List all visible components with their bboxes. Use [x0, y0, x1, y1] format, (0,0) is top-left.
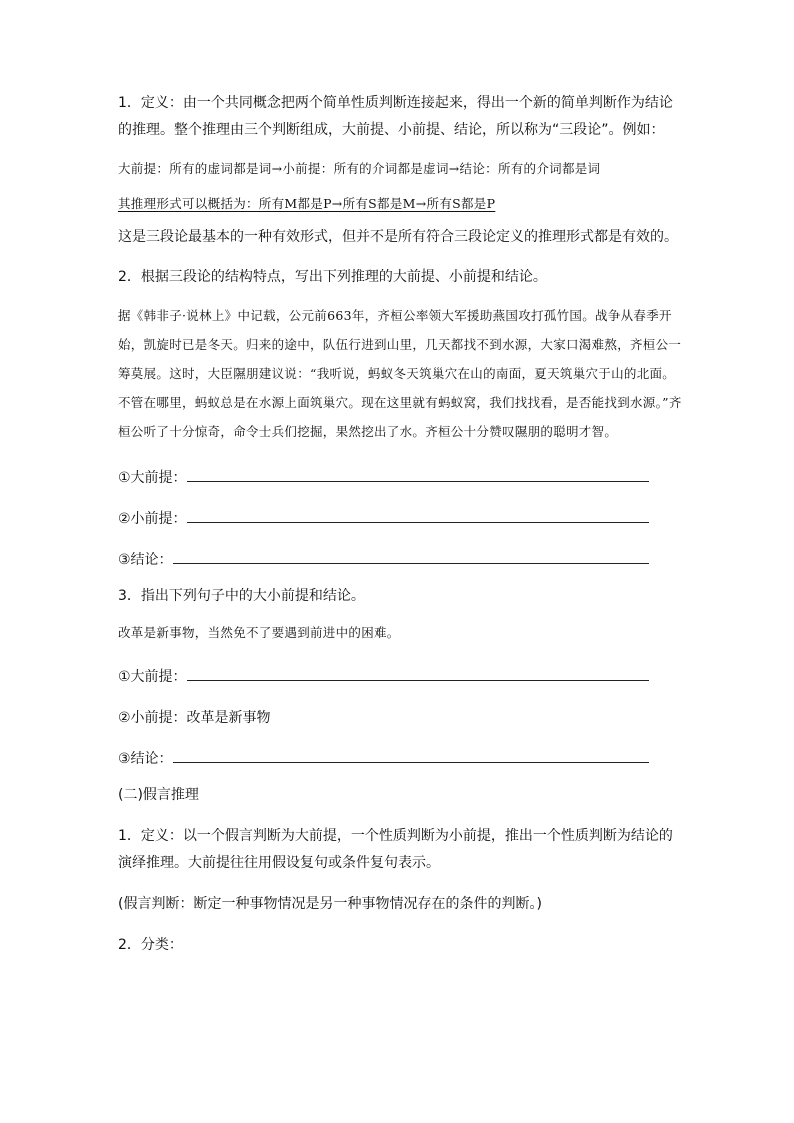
major-premise-label: ①大前提：: [118, 470, 187, 486]
exercise-3-conclusion[interactable]: [118, 741, 683, 768]
document-page: [118, 90, 683, 959]
exercise-3-sentence: 改革是新事物，当然免不了要遇到前进中的困难。: [118, 625, 400, 640]
exercise-2-major-premise[interactable]: [118, 460, 683, 487]
minor-premise-label: ②小前提：: [118, 511, 187, 527]
hypothetical-note: (假言判断：断定一种事物情况是另一种事物情况存在的条件的判断。): [118, 896, 542, 912]
exercise-3-major-premise[interactable]: [118, 659, 683, 686]
conclusion-label: ③结论：: [118, 751, 173, 767]
exercise-2-story: 据《韩非子·说林上》中记载，公元前663年，齐桓公率领大军援助燕国攻打孤竹国。战争从春季开始，凯旋时已是冬天。归来的途中，队伍行进到山里，几天都找不到水源，大家口渴难熬，齐桓公一筹莫展。这时，大臣隰朋建议说：“我听说，蚂蚁冬天筑巢穴在山的南面，夏天筑巢穴于山的北面。不管在哪里，蚂蚁总是在水源上面筑巢穴。现在这里就有蚂蚁窝，我们找找看，是否能找到水源。”齐桓公听了十分惊奇，命令士兵们挖掘，果然挖出了水。齐桓公十分赞叹隰朋的聪明才智。: [118, 308, 682, 439]
syllogism-form: 其推理形式可以概括为：所有M都是P→所有S都是M→所有S都是P: [118, 196, 496, 211]
exercise-2-minor-premise[interactable]: [118, 501, 683, 528]
section-hypothetical-title: (二)假言推理: [118, 787, 199, 803]
syllogism-note: 这是三段论最基本的一种有效形式，但并不是所有符合三段论定义的推理形式都是有效的。: [118, 229, 678, 245]
answer-blank[interactable]: [187, 481, 649, 482]
conclusion-label: ③结论：: [118, 552, 173, 568]
syllogism-definition: 1．定义：由一个共同概念把两个简单性质判断连接起来，得出一个新的简单判断作为结论的推理。整个推理由三个判断组成，大前提、小前提、结论，所以称为“三段论”。例如：: [118, 95, 673, 138]
exercise-2-conclusion[interactable]: [118, 542, 683, 569]
hypothetical-definition: 1．定义：以一个假言判断为大前提，一个性质判断为小前提，推出一个性质判断为结论的演绎推理。大前提往往用假设复句或条件复句表示。: [118, 828, 673, 871]
answer-blank[interactable]: [173, 563, 649, 564]
hypothetical-classification: 2．分类：: [118, 937, 183, 953]
exercise-3-title: 3．指出下列句子中的大小前提和结论。: [118, 588, 365, 604]
answer-blank[interactable]: [187, 522, 649, 523]
major-premise-label: ①大前提：: [118, 669, 187, 685]
minor-premise-text: ②小前提：改革是新事物: [118, 710, 271, 726]
syllogism-example: 大前提：所有的虚词都是词→小前提：所有的介词都是虚词→结论：所有的介词都是词: [118, 161, 601, 176]
answer-blank[interactable]: [173, 762, 649, 763]
exercise-3-minor-premise: [118, 700, 683, 727]
exercise-2-title: 2．根据三段论的结构特点，写出下列推理的大前提、小前提和结论。: [118, 269, 547, 285]
answer-blank[interactable]: [187, 680, 649, 681]
